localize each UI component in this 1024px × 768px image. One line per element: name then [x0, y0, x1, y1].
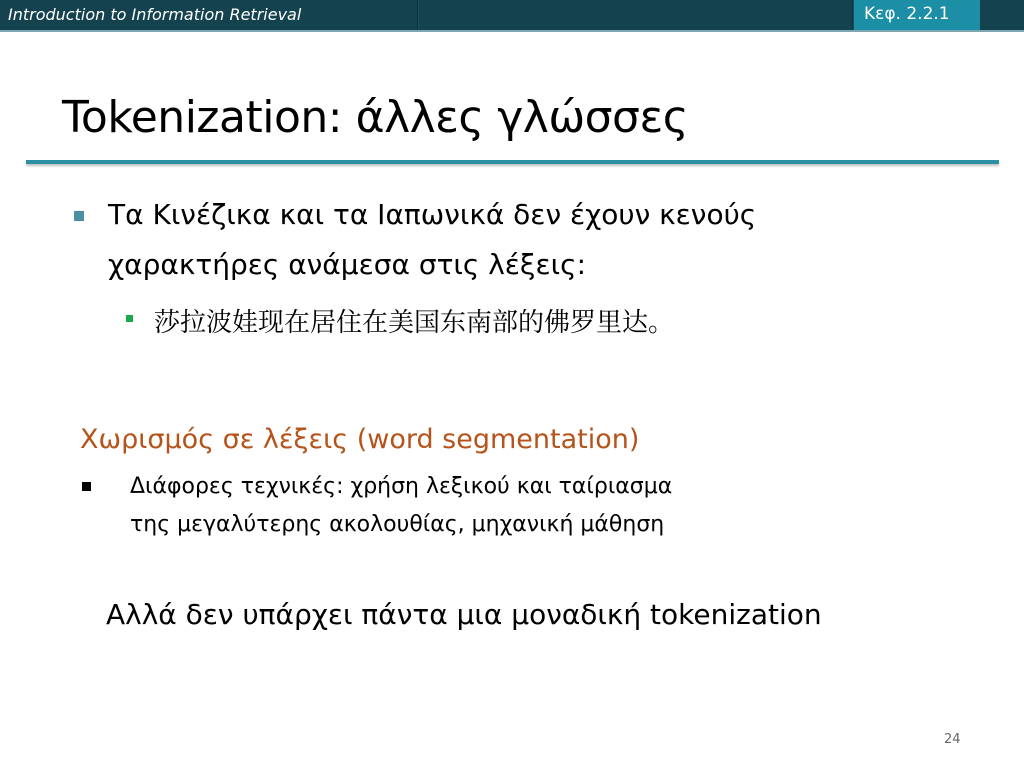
segmentation-bullet-icon	[82, 482, 91, 491]
bullet-text-line-2: χαρακτήρες ανάμεσα στις λέξεις:	[108, 248, 587, 281]
segmentation-bullet-line-2: της μεγαλύτερης ακολουθίας, μηχανική μάθηση	[130, 512, 665, 537]
header-segment-end	[980, 0, 1024, 32]
header-underline	[0, 30, 1024, 32]
segmentation-heading: Χωρισμός σε λέξεις (word segmentation)	[80, 424, 640, 455]
title-rule	[26, 160, 999, 164]
closing-statement: Αλλά δεν υπάρχει πάντα μια μοναδική tokenization	[106, 598, 822, 631]
sub-bullet-square-icon	[126, 315, 133, 322]
slide-title: Tokenization: άλλες γλώσσες	[62, 92, 689, 143]
sub-bullet-chinese-text: 莎拉波娃现在居住在美国东南部的佛罗里达。	[154, 308, 675, 338]
segmentation-bullet-line-1: Διάφορες τεχνικές: χρήση λεξικού και ταίριασμα	[130, 474, 673, 499]
bullet-square-icon	[74, 211, 84, 221]
chapter-reference: Κεφ. 2.2.1	[864, 4, 950, 24]
header-bar	[0, 0, 1024, 32]
bullet-text-line-1: Τα Κινέζικα και τα Ιαπωνικά δεν έχουν κενούς	[108, 198, 757, 231]
header-title: Introduction to Information Retrieval	[8, 5, 302, 24]
header-segment-middle	[419, 0, 853, 32]
page-number: 24	[944, 732, 961, 747]
